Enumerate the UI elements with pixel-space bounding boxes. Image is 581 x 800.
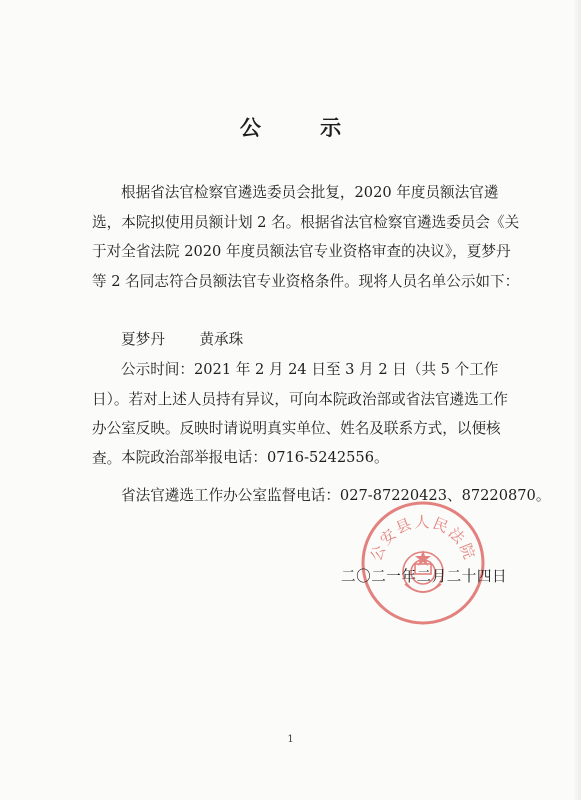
scan-edge-shadow: [573, 0, 581, 800]
page-number: 1: [287, 734, 294, 745]
tip-phone-line: 本院政治部举报电话：0716-5242556。: [121, 449, 389, 466]
issue-date: 二〇二一年二月二十四日: [341, 568, 508, 585]
body-paragraph-2: 公示时间：2021 年 2 月 24 日至 3 月 2 日（共 5 个工作日）。若对上述人员持有异议，可向本院政治部或省法官遴选工作办公室反映。反映时请说明真实单位、姓名及联系方式，以便核查。: [92, 361, 508, 467]
name-item: 黄承珠: [199, 331, 244, 348]
page-title: 公 示: [239, 116, 368, 140]
official-seal-stamp: [360, 500, 486, 626]
seal-text: 公安县人民法院: [366, 513, 480, 564]
body-paragraph-1: 根据省法官检察官遴选委员会批复，2020 年度员额法官遴选，本院拟使用员额计划 2 名。根据省法官检察官遴选委员会《关于对全省法院 2020 年度员额法官专业资格审查的决议》，夏梦丹等 2 名同志符合员额法官专业资格条件。现将人员名单公示如下：: [92, 184, 520, 290]
name-item: 夏梦丹: [121, 331, 165, 348]
name-list: [121, 325, 273, 355]
supervise-phone-line: 省法官遴选工作办公室监督电话：027-87220423、87220870。: [121, 487, 551, 504]
